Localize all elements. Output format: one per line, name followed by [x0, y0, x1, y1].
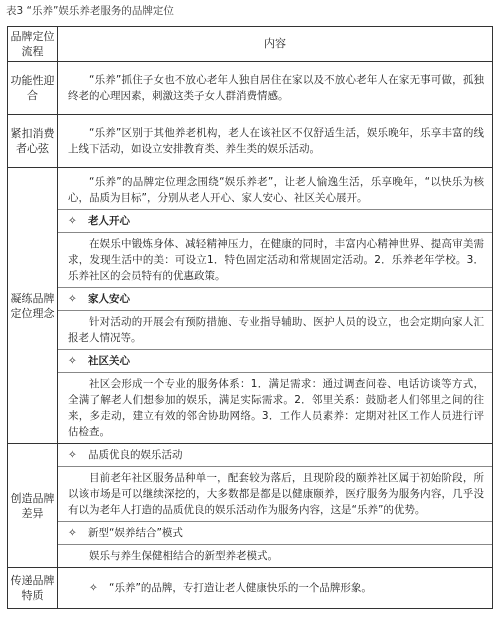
- subsection-heading: [58, 210, 492, 232]
- diamond-bullet-icon: ✧: [68, 215, 77, 227]
- subsection-title: 家人安心: [88, 293, 130, 305]
- subsection-heading: [58, 522, 492, 544]
- row-content: [58, 444, 493, 568]
- subsection: [58, 349, 492, 443]
- subsection: [58, 521, 492, 567]
- row-label: 创造品牌差异: [8, 444, 58, 568]
- subsection: [58, 287, 492, 349]
- row-content: [58, 115, 493, 168]
- row-text: “乐养”抓住子女也不放心老年人独自居住在家以及不放心老年人在家无事可做，孤独终老的心理因素，刺激这类子女人群消费情感。: [68, 74, 484, 102]
- diamond-bullet-icon: ✧: [89, 582, 98, 594]
- row-label: 紧扣消费者心弦: [8, 115, 58, 168]
- subsection-text: 针对活动的开展会有预防措施、专业指导辅助、医护人员的设立，也会定期向家人汇报老人情况等。: [58, 310, 492, 349]
- brand-positioning-table: [7, 26, 493, 609]
- subsection-heading: [58, 444, 492, 466]
- subsection-title: 社区关心: [88, 355, 130, 367]
- row-text: [58, 577, 492, 599]
- row-label: 传递品牌特质: [8, 568, 58, 609]
- table-row: [8, 444, 493, 568]
- subsection: [58, 444, 492, 521]
- subsection-title: 品质优良的娱乐活动: [88, 449, 183, 461]
- subsection-text: 在娱乐中锻炼身体、减轻精神压力，在健康的同时，丰富内心精神世界、提高审美需求，发现生活中的美：可设立1．特色固定活动和常规固定活动。2．乐养老年学校。3．乐养社区的会员特有的优惠政策。: [58, 232, 492, 287]
- subsection-title: 新型“娱养结合”模式: [88, 527, 183, 539]
- subsection-text: 社区会形成一个专业的服务体系：1．满足需求：通过调查问卷、电话访谈等方式，全满了解老人们想参加的娱乐，满足实际需求。2．邻里关系：鼓励老人们邻里之间的往来，多走动，建立有效的邻舍协助网络。3．工作人员素养：定期对社区工作人员进行评估检查。: [58, 372, 492, 443]
- header-content: 内容: [58, 27, 493, 62]
- table-row: [8, 115, 493, 168]
- subsection: [58, 209, 492, 287]
- header-process: 品牌定位流程: [8, 27, 58, 62]
- table-row: [8, 568, 493, 609]
- row-text-body: “乐养”的品牌，专打造让老人健康快乐的一个品牌形象。: [109, 582, 372, 594]
- table-header-row: [8, 27, 493, 62]
- diamond-bullet-icon: ✧: [68, 527, 77, 539]
- row-intro: “乐养”的品牌定位理念围绕“娱乐养老”，让老人愉逸生活，乐享晚年，“以快乐为核心，品质为目标”，分别从老人开心、家人安心、社区关心展开。: [68, 176, 484, 204]
- row-text: “乐养”区别于其他养老机构，老人在该社区不仅舒适生活，娱乐晚年，乐享丰富的线上线下活动，如设立安排教育类、养生类的娱乐活动。: [68, 127, 484, 155]
- subsection-title: 老人开心: [88, 215, 130, 227]
- table-row: [8, 168, 493, 444]
- subsection-text: 娱乐与养生保健相结合的新型养老模式。: [58, 544, 492, 567]
- subsection-heading: [58, 350, 492, 372]
- subsection-text: 目前老年社区服务品种单一，配套较为落后，且现阶段的颐养社区属于初始阶段，所以该市场是可以继续深挖的，大多数都是都是以健康颐养，医疗服务为服务内容，几乎没有以为老年人打造的品质优良的娱乐活动作为服务内容，这是“乐养”的优势。: [58, 466, 492, 521]
- diamond-bullet-icon: ✧: [68, 355, 77, 367]
- row-content: [58, 168, 493, 444]
- row-content: [58, 568, 493, 609]
- row-label: 凝练品牌定位理念: [8, 168, 58, 444]
- diamond-bullet-icon: ✧: [68, 449, 77, 461]
- subsection-heading: [58, 288, 492, 310]
- row-content: [58, 62, 493, 115]
- table-row: [8, 62, 493, 115]
- table-caption: 表3 “乐养”娱乐养老服务的品牌定位: [6, 5, 174, 17]
- row-label: 功能性迎合: [8, 62, 58, 115]
- diamond-bullet-icon: ✧: [68, 293, 77, 305]
